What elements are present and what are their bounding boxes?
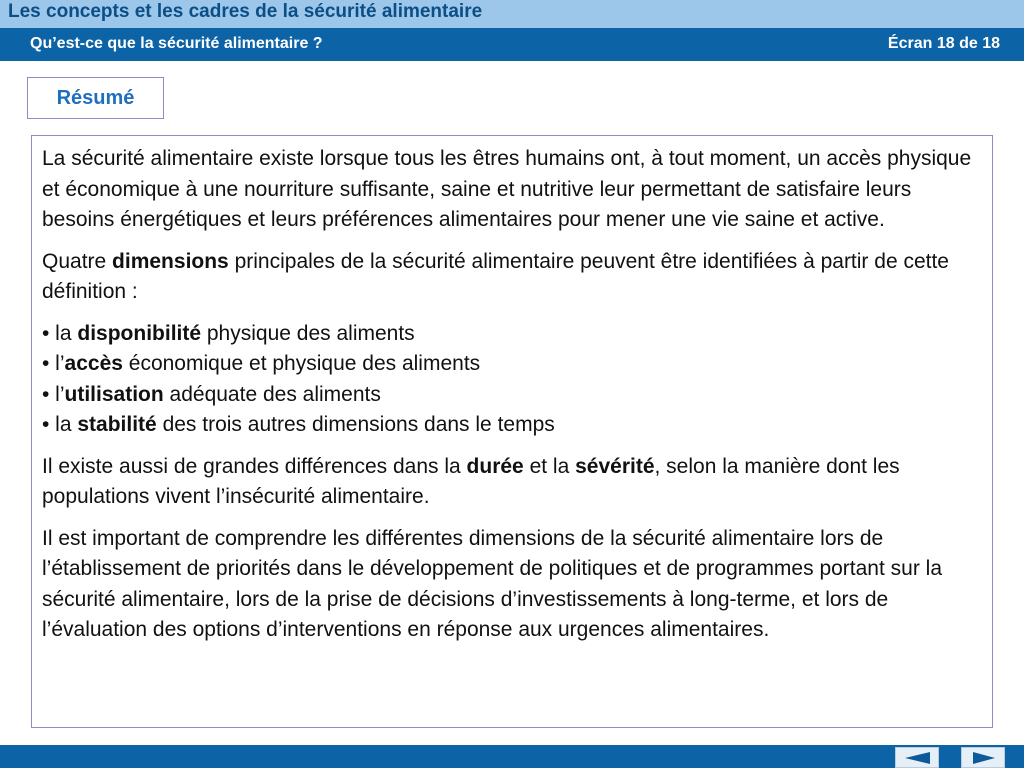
bullet-prefix: • la: [42, 321, 78, 345]
paragraph-definition: La sécurité alimentaire existe lorsque tous les êtres humains ont, à tout moment, un accès physique et économique à une nourriture suffisante, saine et nutritive leur permettant de satisfaire leurs besoins énergétiques et leurs préférences alimentaires pour mener une vie saine et active.: [42, 147, 972, 231]
text: Quatre: [42, 249, 113, 273]
bullet-prefix: • l’: [42, 382, 65, 406]
bold-term: durée: [466, 454, 524, 478]
text: Il existe aussi de grandes différences dans la: [42, 454, 467, 478]
list-item: [42, 319, 982, 350]
bold-term: stabilité: [77, 413, 157, 436]
bullet-prefix: • l’: [42, 352, 65, 375]
footer-bar: [0, 745, 1024, 768]
arrow-right-icon: [968, 751, 998, 765]
bullet-suffix: adéquate des aliments: [163, 382, 381, 406]
paragraph-dimensions: [42, 247, 982, 308]
course-title-bar: [0, 0, 1024, 28]
arrow-left-icon: [902, 751, 932, 765]
list-item: [42, 380, 982, 411]
text: principales de la sécurité alimentaire peuvent être identifiées à partir de cette définition :: [42, 249, 949, 303]
previous-button[interactable]: [895, 747, 939, 768]
bullet-suffix: des trois autres dimensions dans le temps: [156, 413, 555, 436]
bold-term: dimensions: [112, 249, 229, 273]
screen-indicator: Écran 18 de 18: [887, 35, 1000, 52]
list-item: [42, 410, 982, 441]
section-label: Résumé: [27, 77, 164, 119]
dimension-list: [42, 319, 982, 441]
bullet-suffix: économique et physique des aliments: [122, 352, 481, 375]
bold-term: utilisation: [64, 382, 164, 406]
paragraph-importance: Il est important de comprendre les différentes dimensions de la sécurité alimentaire lors de l’établissement de priorités dans le développement de politiques et de programmes portant sur la sécurité alimentaire, lors de la prise de décisions d’investissements à long-terme, et lors de l’évaluation des options d’interventions en réponse aux urgences alimentaires.: [42, 526, 943, 641]
text: et la: [523, 454, 576, 478]
bullet-prefix: • la: [42, 413, 78, 436]
lesson-bar: [0, 28, 1024, 61]
paragraph-duration-severity: [42, 452, 982, 513]
text: , selon la manière dont les populations vivent l’insécurité alimentaire.: [42, 454, 900, 508]
summary-panel: [31, 135, 993, 728]
next-button[interactable]: [961, 747, 1005, 768]
bullet-suffix: physique des aliments: [201, 321, 415, 345]
lesson-title: Qu’est-ce que la sécurité alimentaire ?: [30, 35, 323, 52]
course-title: Les concepts et les cadres de la sécurité alimentaire: [8, 1, 483, 22]
bold-term: disponibilité: [77, 321, 202, 345]
bold-term: accès: [64, 352, 123, 375]
list-item: [42, 349, 982, 380]
bold-term: sévérité: [575, 454, 655, 478]
